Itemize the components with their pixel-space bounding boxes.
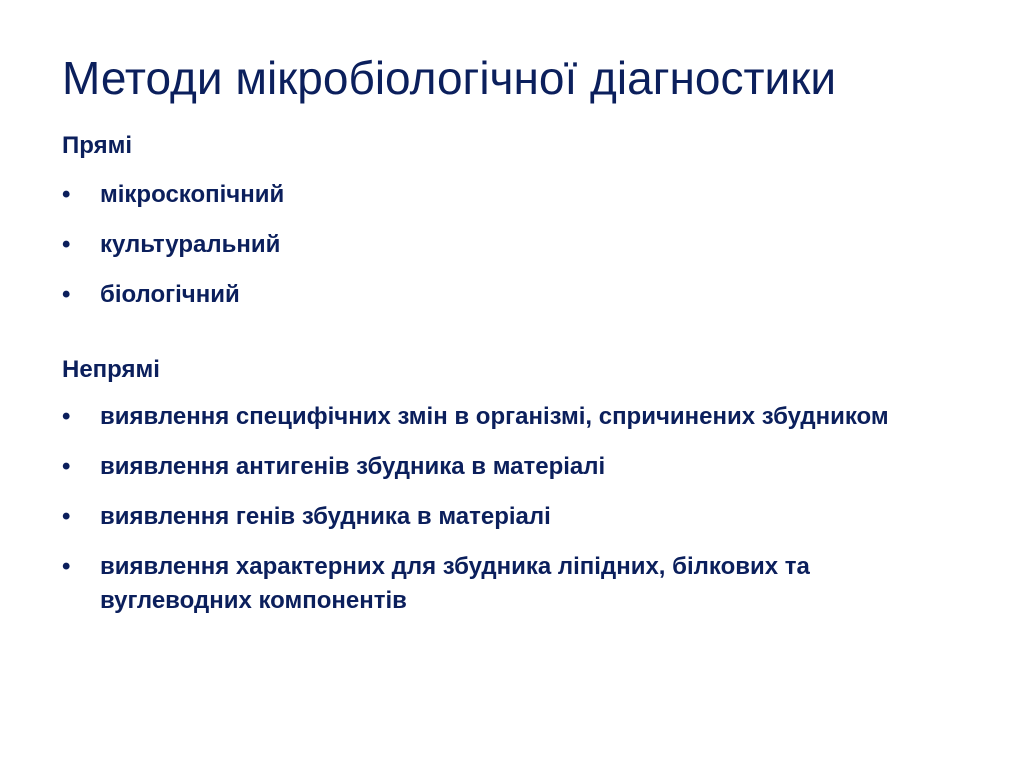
list-item — [62, 278, 950, 312]
bullet-icon: • — [62, 403, 71, 430]
bullet-icon: • — [62, 231, 71, 258]
list-item — [62, 450, 950, 484]
slide-title: Методи мікробіологічної діагностики — [62, 52, 837, 104]
bullet-icon: • — [62, 453, 71, 480]
section-indirect — [62, 352, 962, 618]
list-item — [62, 500, 950, 534]
bullet-icon: • — [62, 181, 71, 208]
bullet-icon: • — [62, 553, 71, 580]
section-direct — [62, 128, 962, 312]
list-item-text: виявлення характерних для збудника ліпідних, білкових та вуглеводних компонентів — [100, 553, 810, 614]
list-item — [62, 400, 950, 434]
list-item — [62, 178, 950, 212]
list-item-text: виявлення антигенів збудника в матеріалі — [100, 453, 606, 480]
section-heading-indirect: Непрямі — [62, 356, 160, 383]
list-item-text: виявлення специфічних змін в організмі, спричинених збудником — [100, 403, 889, 430]
list-item — [62, 228, 950, 262]
section-heading-direct: Прямі — [62, 132, 133, 159]
slide-content — [62, 128, 962, 618]
section-spacer — [62, 312, 962, 352]
bullet-list-indirect — [62, 400, 962, 618]
list-item-text: культуральний — [100, 231, 281, 258]
list-item-text: мікроскопічний — [100, 181, 285, 208]
list-item — [62, 550, 950, 618]
bullet-icon: • — [62, 281, 71, 308]
list-item-text: біологічний — [100, 281, 240, 308]
bullet-icon: • — [62, 503, 71, 530]
bullet-list-direct — [62, 178, 962, 312]
list-item-text: виявлення генів збудника в матеріалі — [100, 503, 551, 530]
